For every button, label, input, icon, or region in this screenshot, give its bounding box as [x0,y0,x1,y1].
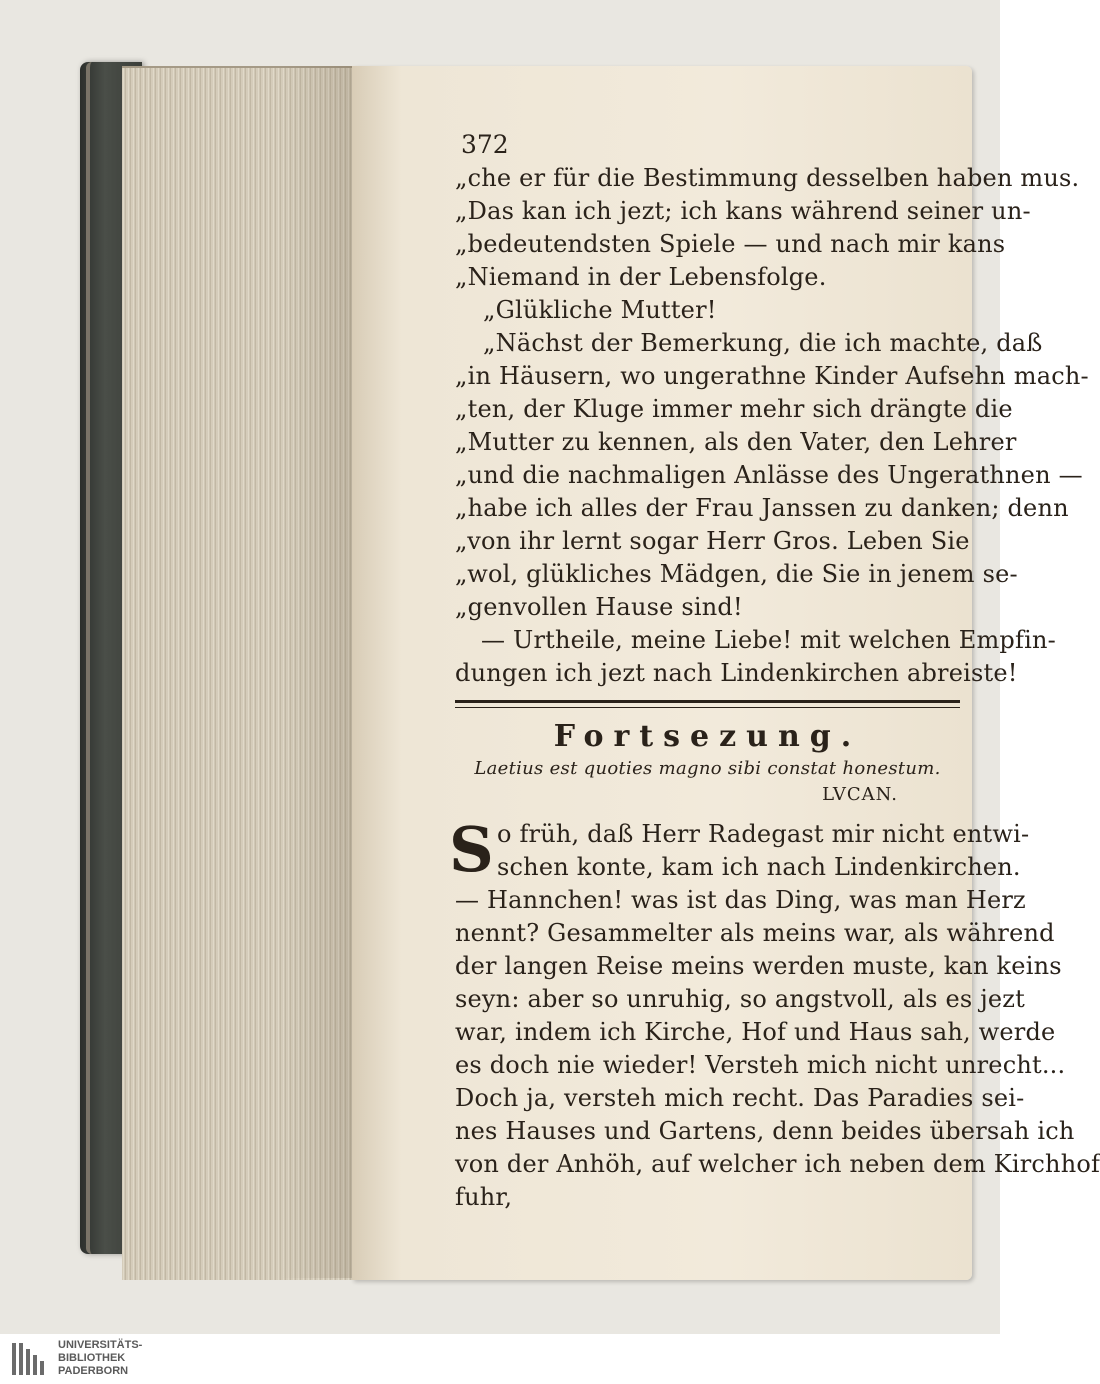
section-title: Fortsezung. [553,719,862,754]
text-line: „habe ich alles der Frau Janssen zu danken; denn [455,494,1069,522]
text-line: — Urtheile, meine Liebe! mit welchen Empfin- [481,626,1056,654]
page-number: 372 [461,130,509,159]
text-line: „von ihr lernt sogar Herr Gros. Leben Sie [455,527,970,555]
text-line: „Das kan ich jezt; ich kans während seiner un- [455,197,1031,225]
text-line: schen konte, kam ich nach Lindenkirchen. [497,853,1021,881]
text-line: „ten, der Kluge immer mehr sich drängte die [455,395,1013,423]
text-line: o früh, daß Herr Radegast mir nicht entwi- [497,820,1030,848]
page-text [449,128,1100,1214]
text-line: „Niemand in der Lebensfolge. [455,263,827,291]
logo-line: UNIVERSITÄTS- [58,1339,143,1351]
divider-thick-rule [455,700,960,703]
text-line: „genvollen Hause sind! [455,593,743,621]
text-line: von der Anhöh, auf welcher ich neben dem Kirchhof [455,1150,1100,1178]
drop-cap: S [449,813,494,886]
paragraph [449,813,1100,1214]
text-line: „Mutter zu kennen, als den Vater, den Lehrer [455,428,1017,456]
text-line: — Hannchen! was ist das Ding, was man Herz [455,886,1026,914]
text-line: „und die nachmaligen Anlässe des Ungerathnen — [455,461,1083,489]
logo-line: PADERBORN [58,1365,129,1377]
logo-line: BIBLIOTHEK [58,1352,126,1364]
text-line: dungen ich jezt nach Lindenkirchen abreiste! [455,659,1018,687]
text-line: „Nächst der Bemerkung, die ich machte, daß [483,329,1043,357]
section-divider [455,700,960,708]
text-line: war, indem ich Kirche, Hof und Haus sah, werde [455,1018,1056,1046]
text-line: „bedeutendsten Spiele — und nach mir kans [455,230,1006,258]
text-line: „Glükliche Mutter! [483,296,717,324]
footer-bar [0,1334,1000,1384]
page-stack-shadow [280,66,358,1278]
text-line: „wol, glükliches Mädgen, die Sie in jenem se- [455,560,1018,588]
motto-author: LVCAN. [822,784,898,805]
text-line: Doch ja, versteh mich recht. Das Paradies sei- [455,1084,1025,1112]
catchword: fuhr, [455,1183,513,1211]
text-line: seyn: aber so unruhig, so angstvoll, als es jezt [455,985,1025,1013]
text-line: der langen Reise meins werden muste, kan keins [455,952,1062,980]
text-line: es doch nie wieder! Versteh mich nicht unrecht... [455,1051,1066,1079]
text-line: nennt? Gesammelter als meins war, als während [455,919,1055,947]
library-logo-text [58,1339,142,1378]
text-line: „che er für die Bestimmung desselben haben mus. [455,164,1080,192]
text-line: nes Hauses und Gartens, denn beides übersah ich [455,1117,1075,1145]
divider-thin-rule [455,707,960,708]
text-line: „in Häusern, wo ungerathne Kinder Aufsehn mach- [455,362,1089,390]
library-logo-icon [10,1339,50,1379]
motto-quote: Laetius est quoties magno sibi constat honestum. [474,758,941,779]
